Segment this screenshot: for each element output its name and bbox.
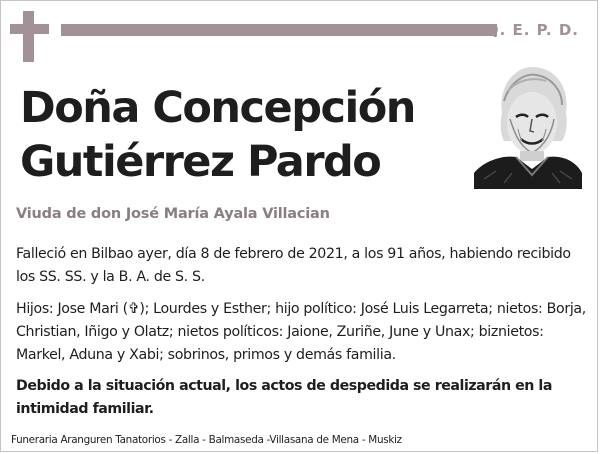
cross-vertical-bar (23, 11, 34, 62)
widow-subtitle: Viuda de don José María Ayala Villacian (16, 206, 330, 222)
deceased-name-line2: Gutiérrez Pardo (20, 137, 381, 187)
funeral-home-footer: Funeraria Aranguren Tanatorios - Zalla - Balmaseda -Villasana de Mena - Muskiz (11, 434, 402, 446)
farewell-notice-text: Debido a la situación actual, los actos de despedida se realizarán en la intimidad familiar. (16, 378, 552, 417)
qepd-label: Q. E. P. D. (485, 21, 579, 39)
deceased-name-line1: Doña Concepción (20, 83, 415, 133)
cross-horizontal-bar (10, 24, 49, 34)
portrait-photo (474, 61, 582, 189)
deceased-name (20, 81, 415, 189)
family-text: Hijos: Jose Mari (✞); Lourdes y Esther; hijo político: José Luis Legarreta; nietos: Borja, Christian, Iñigo y Olatz; nietos políticos: Jaione, Zuriñe, June y Unax; biznietos: Markel, Aduna y Xabi; sobrinos, primos y demás familia. (16, 301, 586, 363)
death-notice-text: Falleció en Bilbao ayer, día 8 de febrero de 2021, a los 91 años, habiendo recibido los SS. SS. y la B. A. de S. S. (16, 246, 571, 285)
header-divider-bar (61, 24, 497, 36)
